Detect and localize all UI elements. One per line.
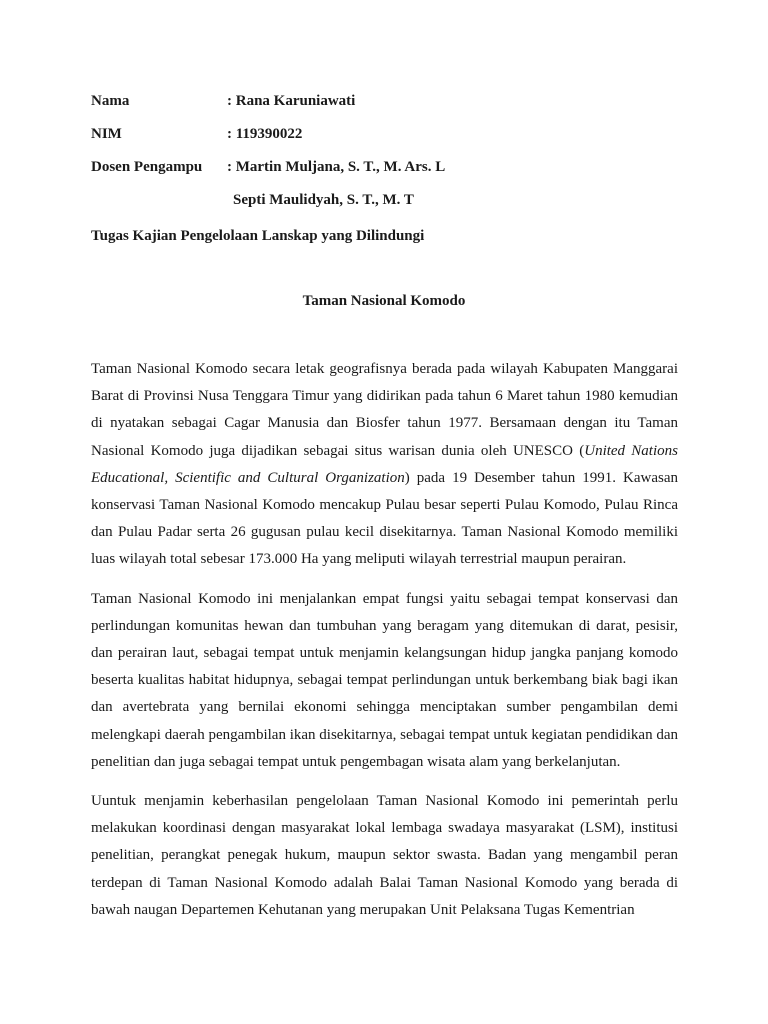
info-value: Septi Maulidyah, S. T., M. T bbox=[233, 192, 414, 208]
info-row-nama bbox=[91, 93, 691, 126]
paragraph-3: Uuntuk menjamin keberhasilan pengelolaan Taman Nasional Komodo ini pemerintah perlu melakukan koordinasi dengan masyarakat lokal lembaga swadaya masyarakat (LSM), institusi penelitian, perangkat penegak hukum, maupun sektor swasta. Badan yang mengambil peran terdepan di Taman Nasional Komodo adalah Balai Taman Nasional Komodo yang berada di bawah naugan Departemen Kehutanan yang merupakan Unit Pelaksana Tugas Kementrian bbox=[91, 793, 678, 918]
document-body bbox=[91, 356, 678, 936]
paragraph-italic-text: United Nations Educational, Scientific and Cultural Organization bbox=[91, 442, 678, 486]
info-value: : 119390022 bbox=[227, 126, 303, 142]
info-row-nim bbox=[91, 126, 691, 159]
assignment-title: Tugas Kajian Pengelolaan Lanskap yang Dilindungi bbox=[91, 228, 425, 244]
info-value: : Martin Muljana, S. T., M. Ars. L bbox=[227, 159, 446, 175]
paragraph-text: ) pada 19 Desember tahun 1991. Kawasan konservasi Taman Nasional Komodo mencakup Pulau besar seperti Pulau Komodo, Pulau Rinca dan Pulau Padar serta 26 gugusan pulau kecil disekitarnya. Taman Nasional Komodo memiliki luas wilayah total sebesar 173.000 Ha yang meliputi wilayah terrestrial maupun perairan. bbox=[91, 469, 679, 568]
info-label: NIM bbox=[91, 126, 122, 142]
info-label: Dosen Pengampu bbox=[91, 159, 203, 175]
info-label: Nama bbox=[91, 93, 130, 109]
info-value: : Rana Karuniawati bbox=[227, 93, 356, 109]
paragraph-text: Taman Nasional Komodo secara letak geografisnya berada pada wilayah Kabupaten Manggarai Barat di Provinsi Nusa Tenggara Timur yang didirikan pada tahun 6 Maret tahun 1980 kemudian di nyatakan sebagai Cagar Manusia dan Biosfer tahun 1977. Bersamaan dengan itu Taman Nasional Komodo juga dijadikan sebagai situs warisan dunia oleh UNESCO ( bbox=[91, 361, 678, 459]
info-label bbox=[91, 192, 227, 225]
paragraph-1 bbox=[91, 356, 678, 574]
info-row-dosen-2 bbox=[91, 192, 691, 225]
paragraph-2: Taman Nasional Komodo ini menjalankan empat fungsi yaitu sebagai tempat konservasi dan perlindungan komunitas hewan dan tumbuhan yang beragam yang ditemukan di darat, pesisir, dan perairan laut, sebagai tempat untuk menjamin kelangsungan hidup jangka panjang komodo beserta kualitas habitat hidupnya, sebagai tempat perlindungan untuk berkembang biak bagi ikan dan avertebrata yang bernilai ekonomi sehingga menciptakan sumber pengambilan demi melengkapi daerah pengambilan ikan disekitarnya, sebagai tempat untuk kegiatan pendidikan dan penelitian dan juga sebagai tempat untuk pengembagan wisata alam yang berkelanjutan. bbox=[91, 590, 678, 770]
page-title: Taman Nasional Komodo bbox=[302, 293, 466, 309]
info-row-dosen bbox=[91, 159, 691, 192]
student-info-header bbox=[91, 93, 691, 225]
